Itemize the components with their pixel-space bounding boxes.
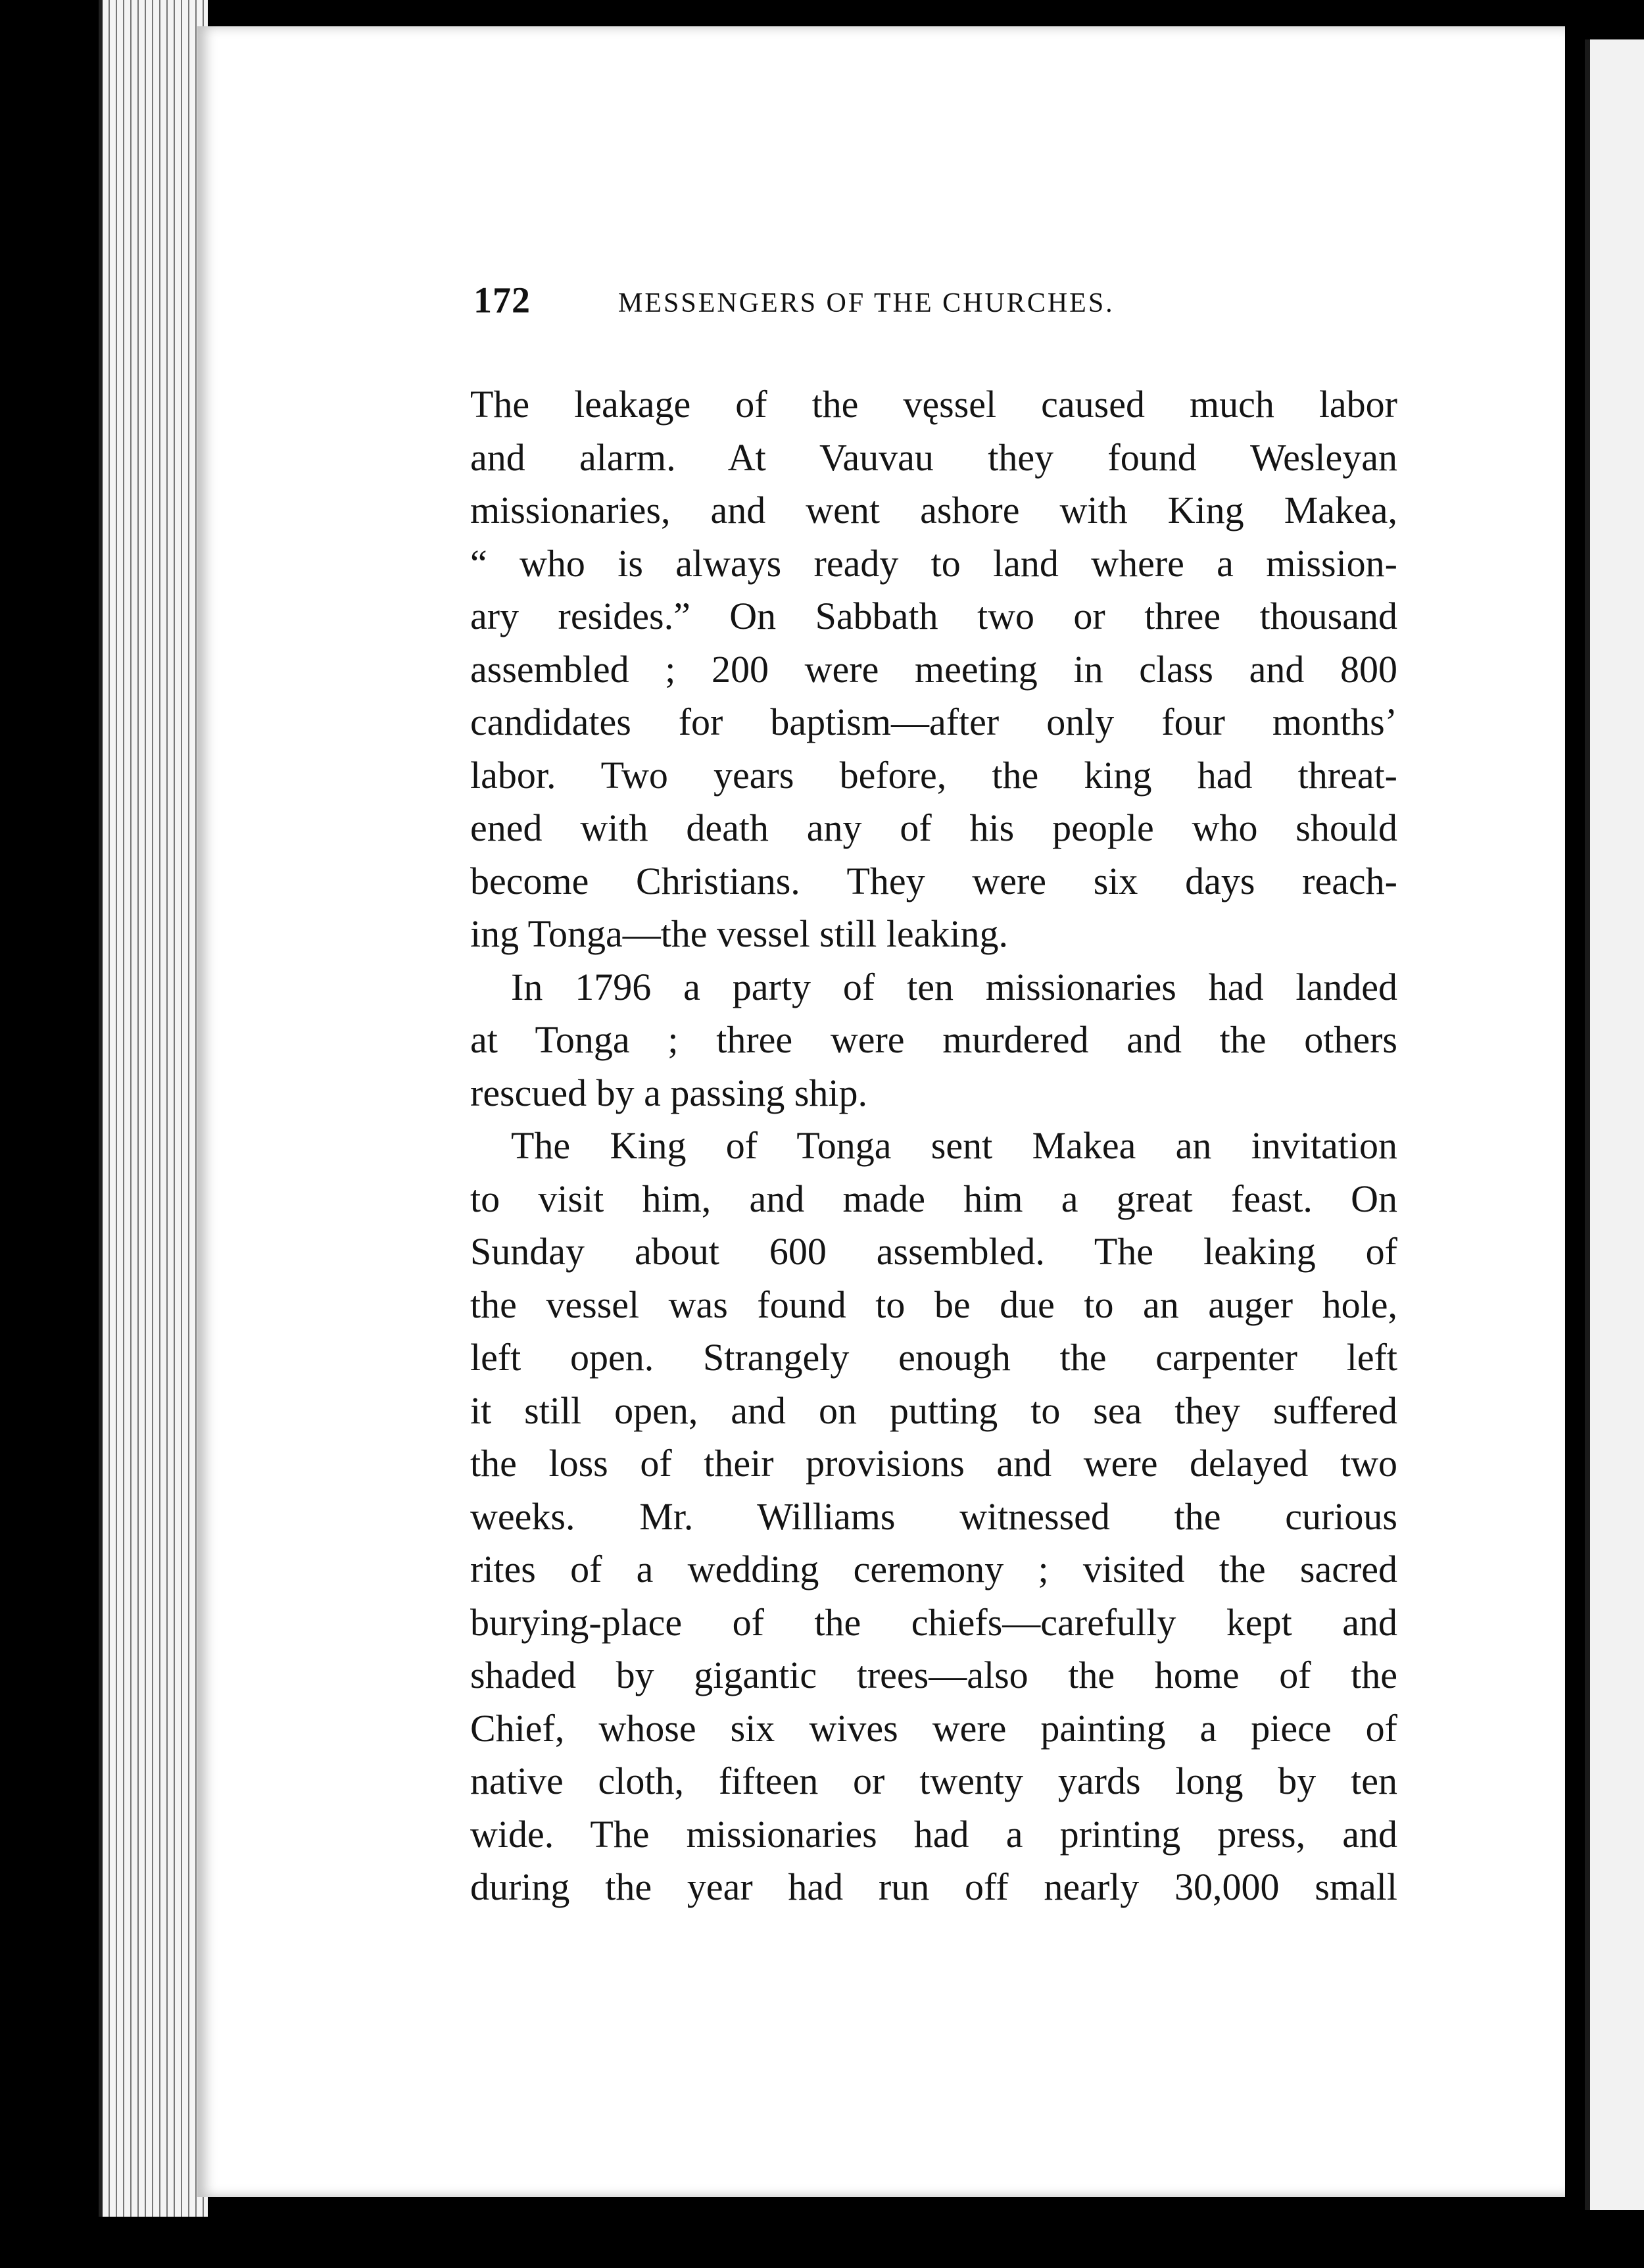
text-line: left open. Strangely enough the carpenter left [470,1336,1397,1379]
text-line: become Christians. They were six days reach- [470,859,1397,902]
text-line: shaded by gigantic trees—also the home of the [470,1654,1397,1696]
text-line: labor. Two years before, the king had threat- [470,753,1397,797]
text-line: In 1796 a party of ten missionaries had landed [511,965,1397,1008]
page-edges [99,0,208,2217]
text-line: candidates for baptism—after only four months’ [470,701,1397,743]
text-line: The leakage of the vęssel caused much labor [470,383,1397,426]
text-line: rites of a wedding ceremony ; visited the sacred [470,1548,1397,1590]
text-line: weeks. Mr. Williams witnessed the curious [470,1494,1397,1538]
text-line: “ who is always ready to land where a mission- [470,541,1397,585]
text-line: to visit him, and made him a great feast. On [470,1177,1397,1220]
text-line: burying-place of the chiefs—carefully kept and [470,1600,1397,1644]
text-line: rescued by a passing ship. [470,1071,868,1114]
text-line: native cloth, fifteen or twenty yards long by ten [470,1760,1397,1802]
text-line: ened with death any of his people who should [470,806,1397,849]
text-line: at Tonga ; three were murdered and the others [470,1018,1397,1061]
text-line: during the year had run off nearly 30,000 small [470,1865,1397,1908]
text-line: wide. The missionaries had a printing press, and [470,1812,1397,1856]
facing-page-edge [1585,39,1644,2210]
text-line: missionaries, and went ashore with King Makea, [470,489,1397,531]
text-line: and alarm. At Vauvau they found Wesleyan [470,435,1397,479]
text-line: Sunday about 600 assembled. The leaking of [470,1230,1397,1273]
text-line: the vessel was found to be due to an auger hole, [470,1283,1397,1326]
text-line: Chief, whose six wives were painting a piece of [470,1706,1397,1750]
text-line: the loss of their provisions and were delayed two [470,1442,1397,1485]
text-line: it still open, and on putting to sea they suffered [470,1389,1397,1432]
body-text [470,378,1397,1914]
page-number: 172 [473,280,531,321]
text-line: ary resides.” On Sabbath two or three thousand [470,595,1397,637]
running-head: MESSENGERS OF THE CHURCHES. [618,288,1115,318]
page-header [473,280,1394,332]
text-line: The King of Tonga sent Makea an invitation [511,1124,1397,1167]
text-line: assembled ; 200 were meeting in class and 800 [470,647,1397,691]
text-line: ing Tonga—the vessel still leaking. [470,912,1009,955]
